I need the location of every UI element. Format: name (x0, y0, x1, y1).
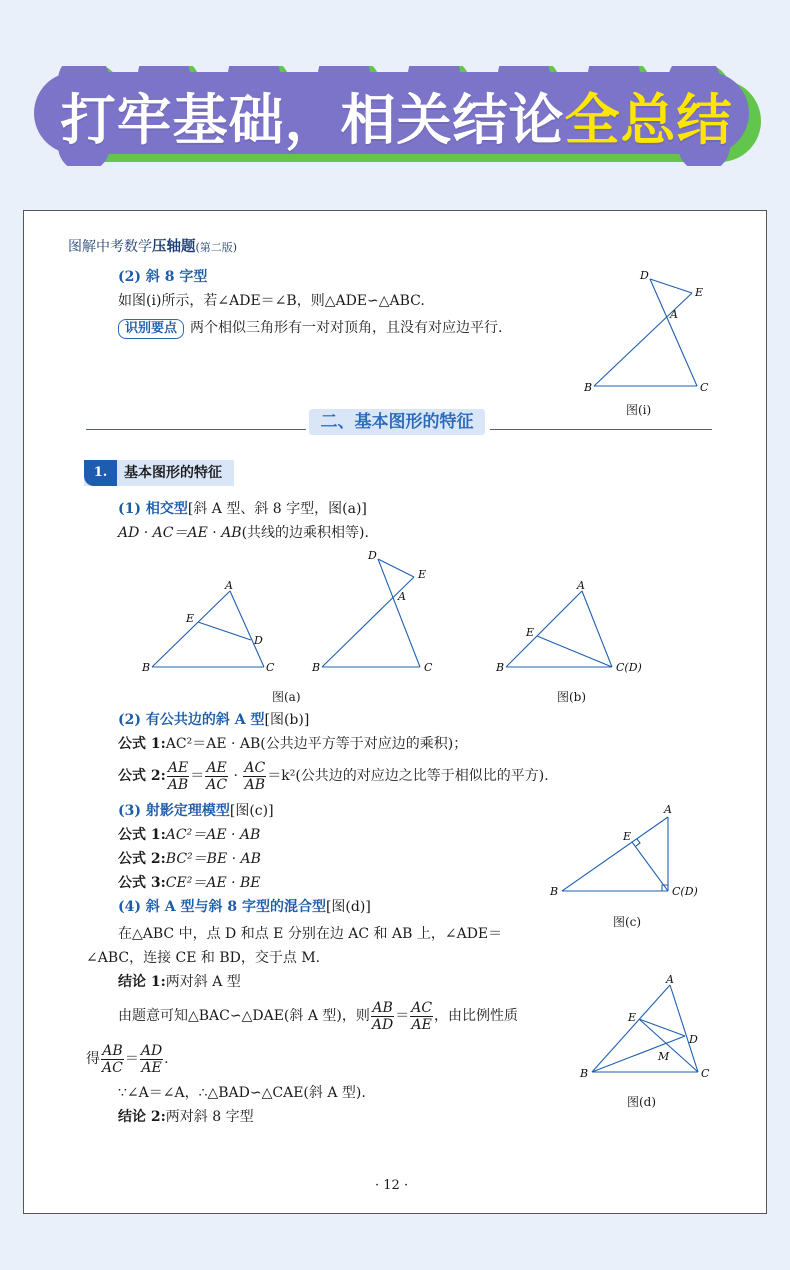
svg-text:C(D): C(D) (672, 885, 698, 898)
fraction-ab-ac: $\frac{AB}{AC}$ (102, 1042, 123, 1076)
svg-text:A: A (398, 590, 406, 603)
p4-reason-d: ∵∠A＝∠A，∴△BAD∽△CAE(斜 A 型). (118, 1085, 366, 1101)
svg-text:B: B (312, 661, 321, 674)
running-head (68, 235, 237, 256)
p4-c1-label: 结论 1: (118, 974, 166, 990)
fraction-ab-ad: $\frac{AB}{AD}$ (371, 999, 394, 1033)
p4-reason-a: 由题意可知△BAC∽△DAE(斜 A 型)，则 (118, 1008, 370, 1024)
p4-reason-b: ，由比例性质 (434, 1008, 519, 1024)
p4-conclusion2 (118, 1105, 254, 1129)
p1-formula-line (118, 521, 369, 545)
p1-heading-line (118, 497, 367, 521)
p2-formula2: 公式 2: $\frac{AE}{AB}$ ＝ $\frac{AE}{AC}$ · $\frac{AC}{AB}$ ＝k²(公共边的对应边之比等于相似比的平方). (118, 759, 549, 793)
figure-i-caption: 图(i) (626, 403, 652, 417)
svg-text:D: D (640, 269, 649, 282)
p3-formula3 (118, 871, 261, 895)
svg-text:E: E (418, 568, 427, 581)
p4-line1: 在△ABC 中，点 D 和点 E 分别在边 AC 和 AB 上，∠ADE＝ (118, 926, 503, 942)
p2-f1-label: 公式 1: (118, 736, 166, 752)
p4-reason-c-pre: 得 (86, 1051, 100, 1067)
section-rule-left (86, 429, 306, 430)
p4-heading-line (118, 895, 371, 919)
p3-f1-label: 公式 1: (118, 827, 166, 843)
svg-text:A: A (225, 579, 233, 592)
running-head-bold: 压轴题 (152, 238, 196, 255)
page-number: · 12 · (375, 1178, 409, 1193)
svg-text:A: A (577, 579, 585, 592)
p4-c2-label: 结论 2: (118, 1109, 166, 1125)
banner-title-main: 打牢基础，相关结论 (60, 88, 565, 152)
p3-heading-line (118, 799, 274, 823)
svg-text:D: D (254, 634, 263, 647)
svg-text:E: E (623, 830, 632, 843)
svg-text:D: D (689, 1033, 698, 1046)
p3-f2: BC²＝BE · AB (165, 851, 261, 867)
p3-f1: AC²＝AE · AB (165, 827, 261, 843)
svg-text:B: B (496, 661, 505, 674)
svg-text:C(D): C(D) (616, 661, 642, 674)
p3-heading: (3) 射影定理模型 (118, 803, 230, 819)
p4-c2-text: 两对斜 8 字型 (165, 1109, 254, 1125)
p2-f2-rest: ＝k²(公共边的对应边之比等于相似比的平方). (267, 768, 549, 784)
fraction-ac-ae: $\frac{AC}{AE}$ (411, 999, 433, 1033)
svg-text:A: A (670, 308, 678, 321)
p3-formula1 (118, 823, 260, 847)
p4-reason-line: 由题意可知△BAC∽△DAE(斜 A 型)，则 $\frac{AB}{AD}$ ＝ $\frac{AC}{AE}$ ，由比例性质 (118, 999, 519, 1033)
key-point-text: 两个相似三角形有一对对顶角，且没有对应边平行. (190, 320, 503, 336)
running-head-edition: (第二版) (195, 241, 238, 254)
svg-text:A: A (664, 803, 672, 816)
book-page (23, 210, 767, 1214)
p4-c1-text: 两对斜 A 型 (165, 974, 241, 990)
subsection-label: 基本图形的特征 (124, 465, 222, 481)
svg-text:A: A (666, 973, 674, 986)
p2-f1-text: AC²＝AE · AB(公共边平方等于对应边的乘积)； (165, 736, 468, 752)
oblique8-key-point (118, 316, 502, 340)
p4-reason-c: 得 $\frac{AB}{AC}$ ＝ $\frac{AD}{AE}$ . (86, 1042, 169, 1076)
svg-text:B: B (584, 381, 593, 393)
p4-line2: ∠ABC，连接 CE 和 BD，交于点 M. (86, 950, 321, 966)
svg-text:D: D (368, 549, 377, 562)
figure-i (584, 263, 724, 393)
subsection-bar (84, 460, 234, 486)
p3-f2-label: 公式 2: (118, 851, 166, 867)
svg-text:B: B (550, 885, 559, 898)
top-banner (24, 66, 759, 162)
p2-f2-label: 公式 2: (118, 768, 166, 784)
figure-c-caption: 图(c) (613, 915, 642, 929)
svg-text:C: C (701, 1067, 710, 1080)
banner-title (24, 76, 769, 155)
svg-text:E: E (628, 1011, 637, 1024)
p4-conclusion1 (118, 970, 241, 994)
oblique8-heading: (2) 斜 8 字型 (118, 269, 208, 285)
section-rule-right (490, 429, 712, 430)
fraction-ad-ae: $\frac{AD}{AE}$ (140, 1042, 163, 1076)
p1-formula: AD · AC＝AE · AB (118, 525, 242, 541)
banner-title-highlight: 全总结 (564, 88, 733, 152)
figure-c (544, 803, 734, 903)
p3-heading-rest: [图(c)] (229, 803, 274, 819)
p1-heading: (1) 相交型 (118, 501, 188, 517)
svg-text:E: E (186, 612, 195, 625)
svg-text:C: C (424, 661, 433, 674)
p3-formula2 (118, 847, 261, 871)
p2-heading-rest: [图(b)] (264, 712, 310, 728)
figure-a-caption: 图(a) (272, 690, 301, 704)
svg-text:E: E (695, 286, 704, 299)
p4-heading: (4) 斜 A 型与斜 8 字型的混合型 (118, 899, 326, 915)
p2-heading-line (118, 708, 309, 732)
running-head-prefix: 图解中考数学 (68, 239, 152, 255)
svg-text:C: C (266, 661, 275, 674)
section-title: 二、基本图形的特征 (309, 409, 485, 435)
p2-heading: (2) 有公共边的斜 A 型 (118, 712, 265, 728)
svg-text:M: M (658, 1050, 670, 1063)
svg-text:C: C (700, 381, 709, 393)
fraction-ac-ab: $\frac{AC}{AB}$ (244, 759, 266, 793)
p1-note: (共线的边乘积相等). (241, 525, 369, 541)
figure-b-caption: 图(b) (557, 690, 587, 704)
p3-f3-label: 公式 3: (118, 875, 166, 891)
p2-formula1 (118, 732, 467, 756)
figures-a-b (134, 545, 694, 680)
p1-heading-rest: [斜 A 型、斜 8 字型，图(a)] (187, 501, 367, 517)
fraction-ae-ac: $\frac{AE}{AC}$ (206, 759, 228, 793)
key-point-badge: 识别要点 (118, 319, 184, 339)
subsection-number: 1. (84, 460, 117, 486)
oblique8-line1: 如图(i)所示，若∠ADE＝∠B，则△ADE∽△ABC. (118, 293, 425, 309)
svg-text:B: B (580, 1067, 589, 1080)
figure-d-caption: 图(d) (627, 1095, 657, 1109)
p3-f3: CE²＝AE · BE (165, 875, 261, 891)
svg-text:B: B (142, 661, 151, 674)
svg-text:E: E (526, 626, 535, 639)
p4-heading-rest: [图(d)] (325, 899, 371, 915)
fraction-ae-ab: $\frac{AE}{AB}$ (167, 759, 189, 793)
figure-d (572, 971, 722, 1086)
